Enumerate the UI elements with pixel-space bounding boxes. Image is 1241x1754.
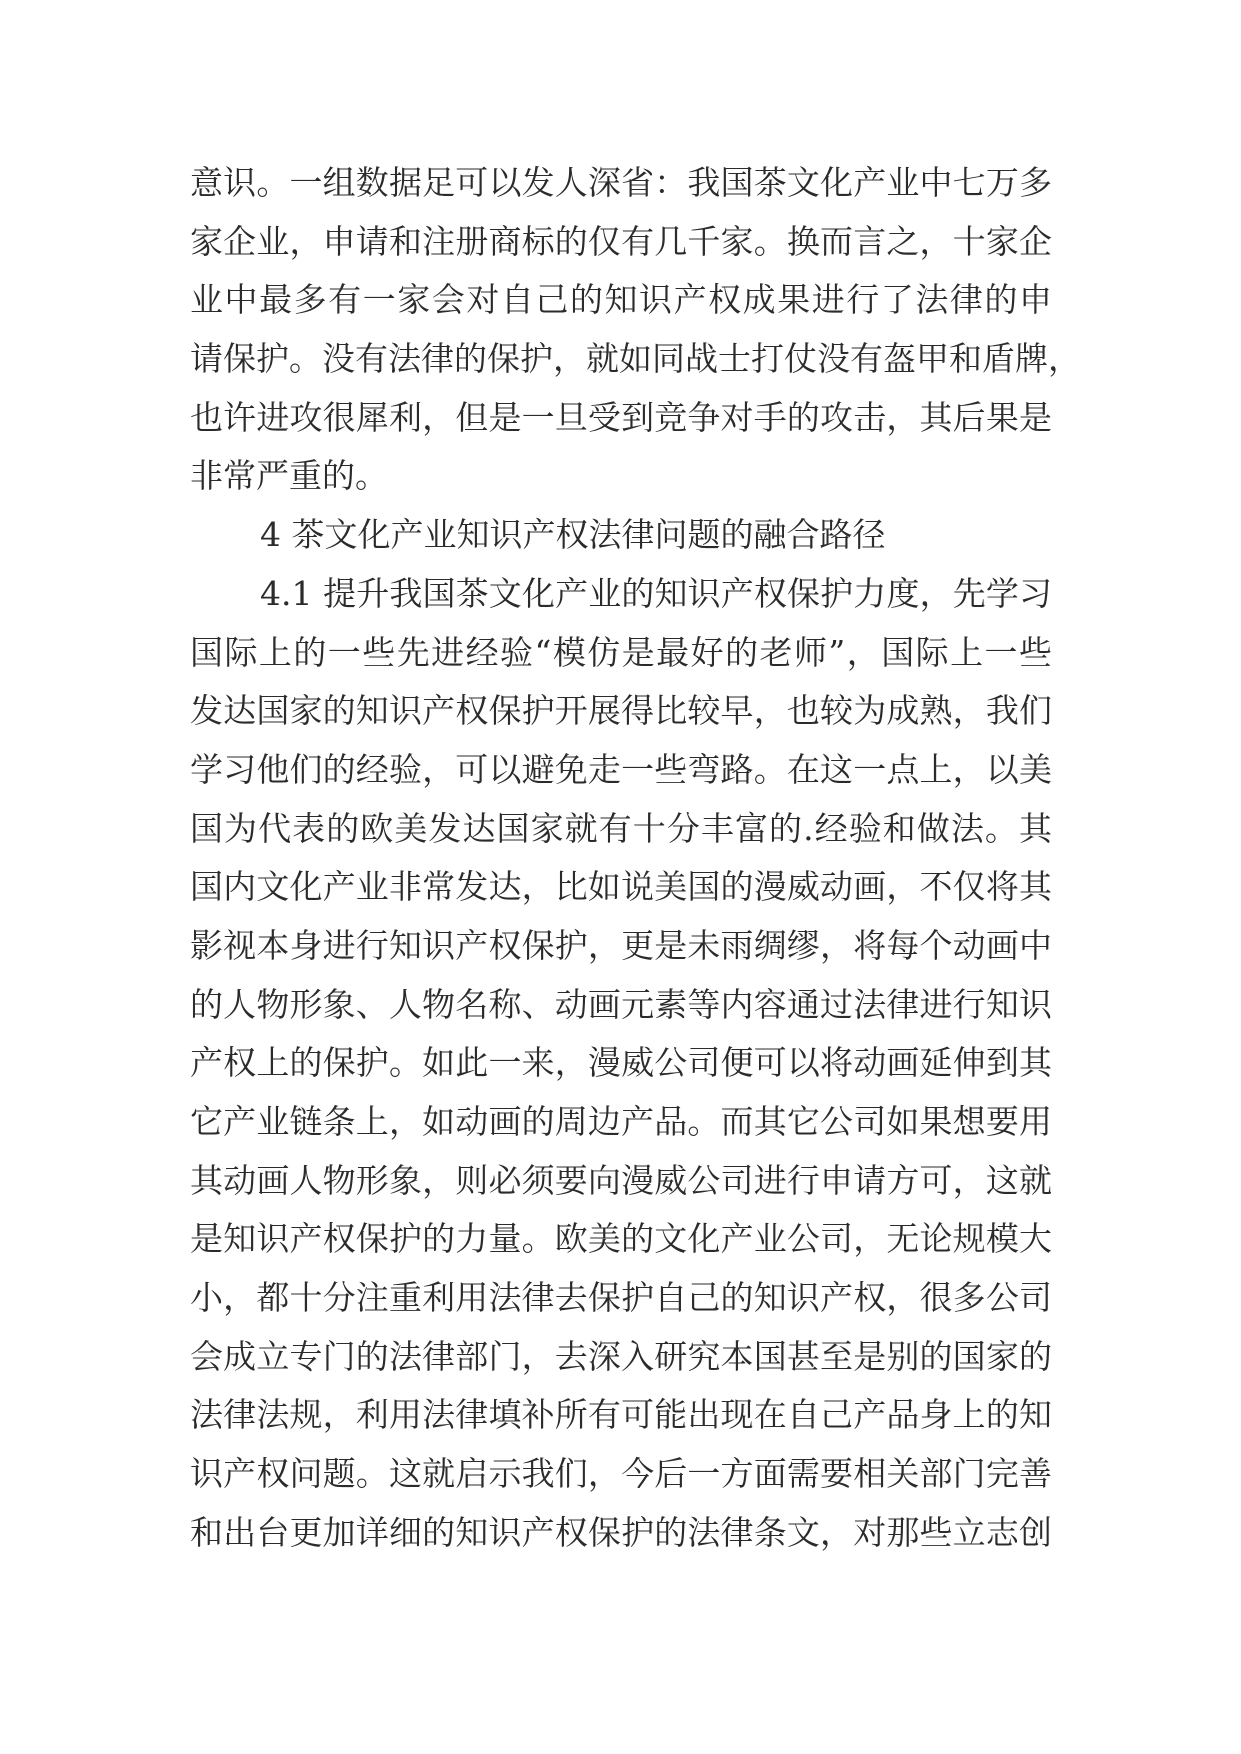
paragraph-1 [190,154,1081,506]
text-line: 识产权问题。这就启示我们，今后一方面需要相关部门完善 [190,1454,1052,1494]
text-line: 它产业链条上，如动画的周边产品。而其它公司如果想要用 [190,1102,1052,1141]
text-line: 是知识产权保护的力量。欧美的文化产业公司，无论规模大 [190,1219,1052,1259]
text-line: 业中最多有一家会对自己的知识产权成果进行了法律的申 [190,280,1052,320]
text-line: 其动画人物形象，则必须要向漫威公司进行申请方可，这就 [190,1160,1052,1200]
text-line: 国内文化产业非常发达，比如说美国的漫威动画，不仅将其 [190,867,1052,907]
text-line: 产权上的保护。如此一来，漫威公司便可以将动画延伸到其 [190,1043,1052,1083]
section-heading: 4 茶文化产业知识产权法律问题的融合路径 [260,515,886,555]
text-line: 和出台更加详细的知识产权保护的法律条文，对那些立志创 [190,1512,1052,1552]
text-line: 法律法规，利用法律填补所有可能出现在自己产品身上的知 [190,1395,1052,1435]
text-line: 4.1 提升我国茶文化产业的知识产权保护力度，先学习 [260,573,1052,613]
text-line: 意识。一组数据足可以发人深省：我国茶文化产业中七万多 [190,163,1052,202]
text-line: 也许进攻很犀利，但是一旦受到竞争对手的攻击，其后果是 [190,397,1052,437]
paragraph-2 [190,565,1052,1563]
text-line: 国为代表的欧美发达国家就有十分丰富的.经验和做法。其 [190,808,1052,848]
text-line: 家企业，申请和注册商标的仅有几千家。换而言之，十家企 [190,221,1052,261]
text-line: 发达国家的知识产权保护开展得比较早，也较为成熟，我们 [190,691,1052,731]
text-line: 国际上的一些先进经验“模仿是最好的老师”，国际上一些 [190,632,1052,672]
text-line: 的人物形象、人物名称、动画元素等内容通过法律进行知识 [190,984,1052,1024]
text-line: 影视本身进行知识产权保护，更是未雨绸缪，将每个动画中 [190,925,1052,965]
text-line: 学习他们的经验，可以避免走一些弯路。在这一点上，以美 [190,749,1052,789]
body-text [190,154,1081,1563]
text-line: 小，都十分注重利用法律去保护自己的知识产权，很多公司 [190,1278,1052,1318]
text-line: 会成立专门的法律部门，去深入研究本国甚至是别的国家的 [190,1336,1052,1376]
text-line: 非常严重的。 [190,456,388,496]
text-line: 请保护。没有法律的保护，就如同战士打仗没有盔甲和盾牌， [190,339,1081,379]
